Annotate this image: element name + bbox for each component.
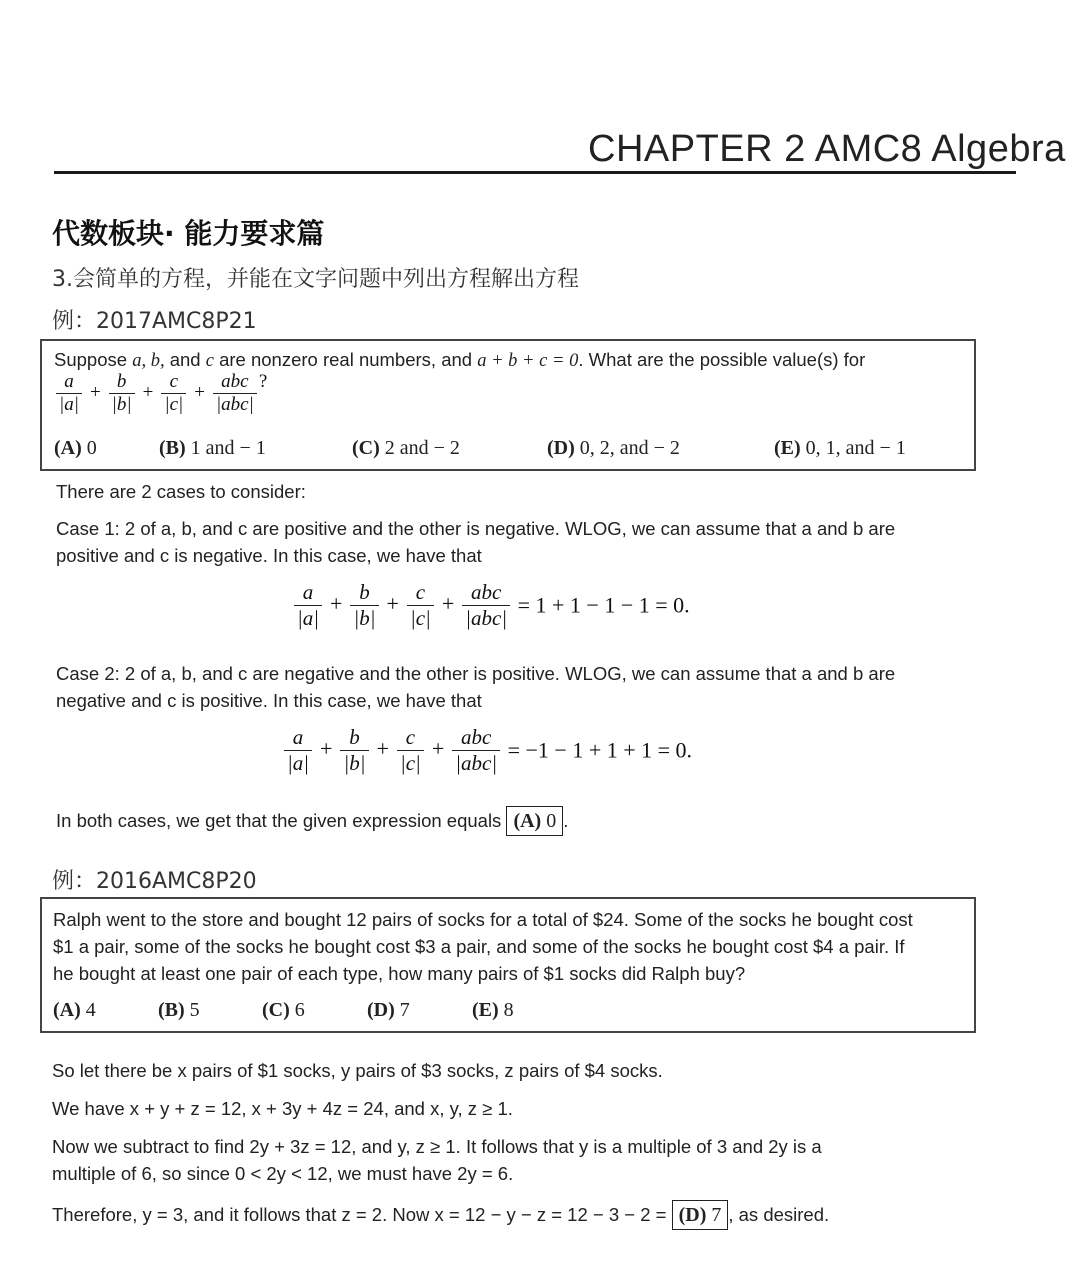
solution-2-line1: So let there be x pairs of $1 socks, y pairs of $3 socks, z pairs of $4 socks. [52, 1060, 663, 1081]
choice-b: (B) 5 [158, 999, 200, 1021]
section-title: 代数板块· 能力要求篇 [52, 217, 325, 250]
choice-a: (A) 0 [54, 437, 97, 459]
choice-a: (A) 4 [53, 999, 96, 1021]
solution-1-case1-equation: $\frac{a}{|a|}$ + $\frac{b}{|b|}$ + $\frac{c}{|c|}$ + $\frac{\text{abc}}{\text{|abc|}}$ = 1 + 1 − 1 − 1 = 0. [292, 580, 690, 631]
choice-d: (D) 0, 2, and − 2 [547, 437, 680, 459]
solution-1-case1-line1: Case 1: 2 of a, b, and c are positive and the other is negative. WLOG, we can assume that a and b are [56, 518, 896, 539]
example-2-problem-line3: he bought at least one pair of each type, how many pairs of $1 socks did Ralph buy? [53, 963, 746, 984]
answer-box-1: (A) 0 [506, 806, 563, 836]
example-1-expression: $\frac{a}{|a|}$ + $\frac{b}{|b|}$ + $\frac{c}{|c|}$ + $\frac{\text{abc}}{\text{|abc|}}$ ? [54, 371, 267, 416]
solution-1-conclusion: In both cases, we get that the given expression equals (A) 0 . [56, 806, 568, 836]
example-2-choices [53, 999, 514, 1022]
choice-c: (C) 6 [262, 999, 305, 1021]
example-2-problem-box [40, 897, 976, 1033]
example-2-problem-line2: $1 a pair, some of the socks he bought cost $3 a pair, and some of the socks he bought cost $4 a pair. If [53, 936, 905, 957]
header-rule [54, 171, 1016, 174]
solution-1-intro: There are 2 cases to consider: [56, 481, 306, 502]
solution-1-case1-line2: positive and c is negative. In this case, we have that [56, 545, 482, 566]
solution-2-line2: We have x + y + z = 12, x + 3y + 4z = 24, and x, y, z ≥ 1. [52, 1098, 513, 1119]
solution-2-line4: multiple of 6, so since 0 < 2y < 12, we must have 2y = 6. [52, 1163, 514, 1184]
solution-1-case2-line1: Case 2: 2 of a, b, and c are negative and the other is positive. WLOG, we can assume that a and b are [56, 663, 896, 684]
example-1-problem-box [40, 339, 976, 471]
choice-d: (D) 7 [367, 999, 410, 1021]
example-1-label: 例：2017AMC8P21 [52, 309, 257, 334]
choice-e: (E) 0, 1, and − 1 [774, 437, 906, 459]
requirement-text: 3.会简单的方程，并能在文字问题中列出方程解出方程 [52, 267, 579, 292]
choice-e: (E) 8 [472, 999, 514, 1021]
example-1-choices [54, 437, 906, 460]
choice-c: (C) 2 and − 2 [352, 437, 460, 459]
solution-2-line5: Therefore, y = 3, and it follows that z = 2. Now x = 12 − y − z = 12 − 3 − 2 = (D) 7 , as desired. [52, 1200, 829, 1230]
solution-1-case2-line2: negative and c is positive. In this case, we have that [56, 690, 482, 711]
answer-box-2: (D) 7 [672, 1200, 729, 1230]
chapter-title: CHAPTER 2 AMC8 Algebra [588, 128, 1066, 170]
example-2-label: 例：2016AMC8P20 [52, 869, 257, 894]
solution-2-line3: Now we subtract to find 2y + 3z = 12, and y, z ≥ 1. It follows that y is a multiple of 3 and 2y is a [52, 1136, 822, 1157]
solution-1-case2-equation: $\frac{a}{|a|}$ + $\frac{b}{|b|}$ + $\frac{c}{|c|}$ + $\frac{\text{abc}}{\text{|abc|}}$ = −1 − 1 + 1 + 1 = 0. [282, 725, 692, 776]
example-1-problem-line1: Suppose a, b, and c are nonzero real numbers, and a + b + c = 0. What are the possible value(s) for [54, 349, 866, 371]
choice-b: (B) 1 and − 1 [159, 437, 266, 459]
example-2-problem-line1: Ralph went to the store and bought 12 pairs of socks for a total of $24. Some of the socks he bought cost [53, 909, 913, 930]
